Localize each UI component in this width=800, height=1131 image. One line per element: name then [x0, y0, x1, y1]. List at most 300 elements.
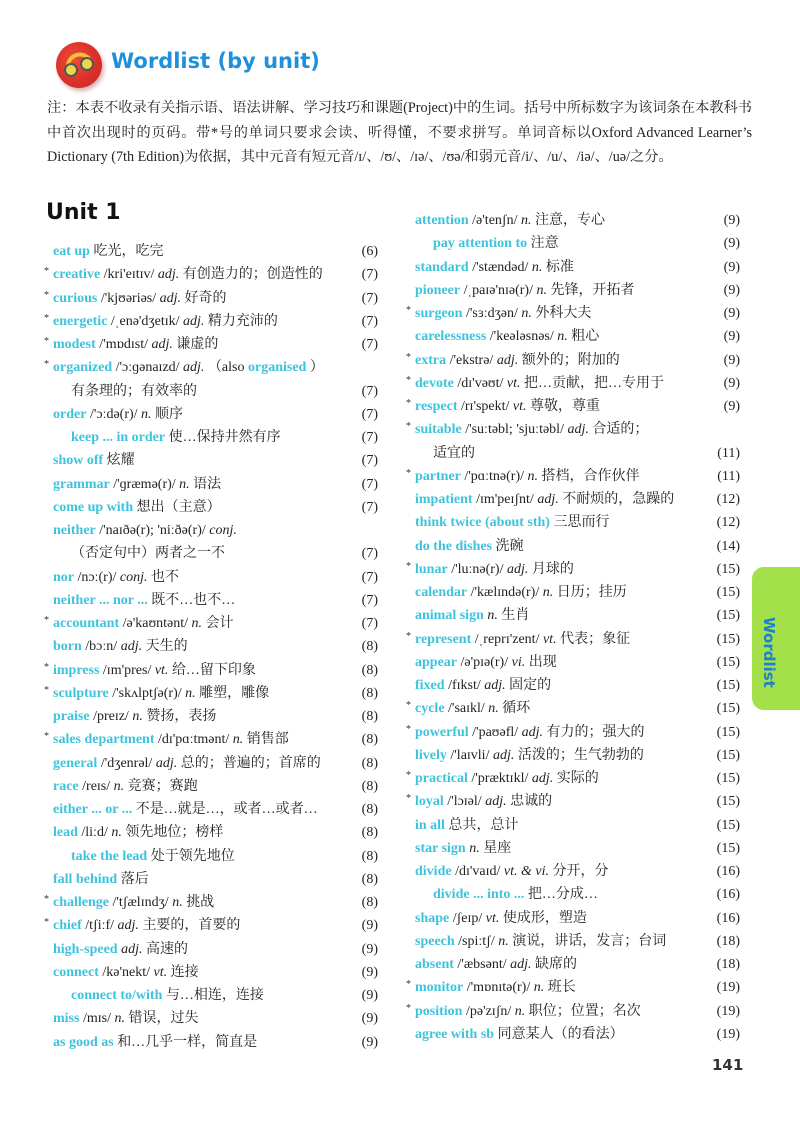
headword: keep ... in order — [71, 430, 166, 445]
part-of-speech: n. — [172, 895, 183, 910]
definition: 使成形，塑造 — [502, 910, 587, 926]
page-reference: (15) — [716, 771, 740, 786]
definition: 代表；象征 — [560, 631, 631, 647]
wordlist-entry — [44, 728, 382, 751]
entry-text — [415, 558, 574, 581]
entry-text — [415, 744, 644, 767]
headword: nor — [53, 569, 74, 585]
part-of-speech: adj. — [567, 422, 589, 438]
entry-text — [433, 883, 598, 906]
headword: either ... or ... — [53, 802, 133, 817]
phonetic: /mɪs/ — [82, 1011, 111, 1027]
wordlist-entry — [44, 775, 382, 798]
part-of-speech: n. — [527, 468, 538, 484]
part-of-speech: vt. — [485, 910, 500, 926]
part-of-speech: adj. — [496, 352, 519, 368]
page-reference: (8) — [361, 732, 378, 748]
headword: respect — [415, 399, 458, 414]
wordlist-entry — [406, 279, 744, 302]
part-of-speech: adj. — [121, 941, 143, 957]
page-reference: (9) — [361, 1034, 378, 1050]
page-reference: (7) — [361, 616, 378, 631]
wordlist-entry — [44, 938, 382, 961]
page-reference: (11) — [717, 445, 740, 461]
entry-text — [53, 310, 278, 333]
phonetic: /'keələsnəs/ — [489, 329, 554, 345]
wordlist-entry — [406, 302, 744, 325]
headword: position — [415, 1003, 463, 1019]
required-reading-star-icon: * — [406, 398, 411, 409]
page-reference: (7) — [361, 313, 378, 329]
definition: 先锋，开拓者 — [550, 282, 635, 298]
entry-text — [53, 287, 227, 310]
part-of-speech: adj. — [157, 267, 180, 283]
part-of-speech: n. — [514, 1003, 526, 1019]
phonetic: /'præktɪkl/ — [471, 771, 529, 786]
entry-text — [415, 976, 576, 999]
page-reference: (9) — [723, 375, 740, 391]
wordlist-entry — [406, 395, 744, 418]
definition: 既不…也不… — [151, 592, 236, 608]
entry-text — [53, 891, 214, 914]
definition: 粗心 — [571, 329, 600, 345]
headword: creative — [53, 267, 101, 283]
page-reference: (8) — [361, 895, 378, 910]
wordlist-entry — [406, 604, 744, 627]
phonetic: /'naɪðə(r); 'niːðə(r)/ — [99, 523, 206, 538]
page-reference: (7) — [361, 290, 378, 306]
entry-text — [415, 488, 674, 511]
entry-text — [415, 1023, 624, 1046]
wordlist-entry — [44, 287, 382, 310]
part-of-speech: adj. — [506, 561, 529, 577]
required-reading-star-icon: * — [406, 374, 411, 386]
definition: 合适的； — [592, 422, 649, 438]
required-reading-star-icon: * — [44, 312, 49, 324]
phonetic: /'mɒnɪtə(r)/ — [466, 980, 531, 996]
wordlist-entry — [44, 752, 382, 775]
wordlist-entry — [44, 635, 382, 658]
required-reading-star-icon: * — [44, 917, 49, 929]
phonetic: /ə'tenʃn/ — [472, 213, 518, 228]
definition: 和…几乎一样，简直是 — [117, 1034, 258, 1050]
page-reference: (15) — [716, 631, 740, 647]
entry-text — [415, 535, 524, 558]
wordlist-entry — [406, 697, 744, 720]
page-reference: (9) — [723, 236, 740, 252]
page-reference: (9) — [361, 918, 378, 934]
part-of-speech: n. — [114, 1011, 125, 1027]
part-of-speech: adj. — [183, 313, 205, 329]
phonetic: /ə'pɪə(r)/ — [460, 654, 509, 670]
part-of-speech: n. — [536, 282, 547, 298]
page-reference: (9) — [723, 352, 740, 368]
wordlist-entry — [406, 511, 744, 534]
part-of-speech: adj. — [531, 771, 554, 786]
entry-text — [415, 302, 591, 325]
phonetic: /'stændəd/ — [472, 259, 529, 275]
entry-text — [53, 821, 223, 844]
headword: cycle — [415, 701, 445, 717]
headword: in all — [415, 817, 445, 833]
entry-text — [433, 232, 559, 255]
phonetic: /kə'nekt/ — [102, 964, 151, 980]
wordlist-entry — [406, 907, 744, 930]
entry-text — [53, 519, 237, 542]
headword: sculpture — [53, 685, 109, 701]
wordlist-entry — [44, 403, 382, 426]
part-of-speech: adj. — [484, 678, 506, 693]
part-of-speech: n. — [232, 732, 244, 748]
wordlist-entry — [406, 465, 744, 488]
entry-text — [415, 790, 552, 813]
page-reference: (7) — [361, 499, 378, 515]
page-reference: (9) — [723, 213, 740, 228]
wordlist-entry — [406, 814, 744, 837]
required-reading-star-icon: * — [406, 351, 411, 363]
phonetic: /ˌreprɪ'zent/ — [474, 631, 540, 647]
page-reference: (7) — [361, 430, 378, 445]
definition: 精力充沛的 — [207, 313, 278, 329]
headword: energetic — [53, 313, 108, 329]
entry-text — [415, 721, 645, 744]
definition: 固定的 — [509, 678, 552, 693]
wordlist-entry — [44, 659, 382, 682]
entry-text — [415, 1000, 641, 1023]
part-of-speech: n. — [542, 585, 554, 600]
entry-text — [415, 674, 551, 697]
page-reference: (8) — [361, 685, 378, 701]
phonetic: /reɪs/ — [82, 778, 111, 794]
required-reading-star-icon: * — [406, 630, 411, 642]
headword: organized — [53, 360, 113, 376]
entry-text — [415, 349, 620, 372]
wordlist-entry — [44, 821, 382, 844]
page-reference: (9) — [723, 399, 740, 414]
wordlist-entry — [44, 566, 382, 589]
entry-text — [53, 333, 218, 356]
wordlist-entry — [406, 581, 744, 604]
definition: 标准 — [545, 259, 574, 275]
required-reading-star-icon: * — [406, 770, 411, 781]
side-tab-wordlist[interactable] — [752, 567, 800, 710]
entry-text — [433, 442, 475, 465]
headword: connect to/with — [71, 988, 163, 1003]
wordlist-entry — [406, 860, 744, 883]
wordlist-entry — [44, 240, 382, 263]
headword: show off — [53, 453, 104, 469]
phonetic: /'æbsənt/ — [457, 957, 507, 972]
alt-headword: organised — [248, 360, 307, 376]
phonetic: /dɪ'pɑːtmənt/ — [158, 732, 230, 748]
definition: 赞扬，表扬 — [146, 709, 217, 724]
page-reference: (18) — [716, 957, 740, 972]
definition: 班长 — [547, 980, 576, 996]
wordlist-entry — [406, 209, 744, 232]
note-paragraph: 注：本表不收录有关指示语、语法讲解、学习技巧和课题(Project)中的生词。括号中所标数字为该词条在本教科书中首次出现时的页码。带*号的单词只要求会读、听得懂，不要求拼写。单词音标以Oxford Advanced Learner’s Dictionary (7th Edition)为依据，其中元音有短元音/ɪ/、/ʊ/、/ɪə/、/ʊə/和弱元音/i/、/u/、/iə/、/uə/之分。 — [47, 100, 752, 165]
part-of-speech: n. — [487, 608, 498, 624]
required-reading-star-icon: * — [406, 421, 411, 433]
wordlist-entry — [406, 1023, 744, 1046]
definition: 有条理的；有效率的 — [71, 383, 197, 399]
definition: 会计 — [205, 616, 234, 631]
phonetic: /bɔːn/ — [85, 639, 118, 655]
headphones-logo-icon — [56, 42, 102, 88]
entry-text — [53, 496, 221, 519]
definition: 天生的 — [145, 639, 188, 655]
entry-text — [53, 449, 135, 472]
part-of-speech: adj. — [537, 492, 559, 507]
entry-text — [415, 767, 599, 790]
page-reference: (7) — [361, 569, 378, 585]
wordlist-entry — [406, 744, 744, 767]
definition: 竞赛；赛跑 — [127, 778, 198, 794]
entry-text — [53, 659, 256, 682]
definition: 给…留下印象 — [171, 662, 256, 678]
unit-heading: Unit 1 — [46, 200, 121, 225]
definition: 不是…就是…，或者…或者… — [135, 802, 318, 817]
page-number: 141 — [712, 1056, 744, 1074]
part-of-speech: n. — [557, 329, 568, 345]
page-reference: (15) — [716, 701, 740, 717]
page-reference: (6) — [361, 244, 378, 259]
phonetic: /'ekstrə/ — [449, 352, 494, 368]
headword: neither ... nor ... — [53, 592, 148, 608]
entry-text — [53, 705, 216, 728]
required-reading-star-icon: * — [406, 1002, 411, 1014]
headword: chief — [53, 918, 82, 934]
phonetic: /ɪm'pres/ — [102, 662, 152, 678]
entry-text — [415, 418, 648, 441]
phonetic: /kri'eɪtɪv/ — [103, 267, 155, 283]
definition: 错误，过失 — [128, 1011, 199, 1027]
definition: 主要的，首要的 — [142, 918, 241, 934]
part-of-speech: adj. — [521, 724, 544, 740]
entry-text — [53, 473, 221, 496]
part-of-speech: adj. — [155, 755, 178, 771]
definition: 语法 — [193, 476, 222, 492]
wordlist-column-left — [44, 240, 382, 1054]
page-reference: (9) — [723, 259, 740, 275]
headword: come up with — [53, 499, 134, 515]
headword: connect — [53, 964, 99, 980]
phonetic: /'mɒdɪst/ — [99, 337, 149, 352]
part-of-speech: n. — [520, 213, 532, 228]
required-reading-star-icon: * — [44, 336, 49, 347]
page-reference: (15) — [716, 840, 740, 856]
headword: praise — [53, 709, 90, 724]
entry-text — [415, 395, 600, 418]
entry-text — [415, 907, 587, 930]
entry-continuation — [44, 380, 382, 403]
phonetic: /'sɜːdʒən/ — [465, 306, 518, 321]
part-of-speech: n. — [141, 406, 152, 422]
entry-text — [71, 380, 197, 403]
required-reading-star-icon: * — [44, 894, 49, 905]
phonetic: /dɪ'vaɪd/ — [455, 864, 501, 879]
definition-tail: ） — [309, 360, 324, 376]
definition: 总的；普遍的；首席的 — [180, 755, 321, 771]
part-of-speech: adj. — [183, 360, 205, 376]
side-tab-label: Wordlist — [760, 617, 778, 688]
part-of-speech: adj. — [485, 794, 507, 810]
page-reference: (7) — [361, 453, 378, 469]
entry-text — [53, 589, 235, 612]
entry-text — [71, 845, 235, 868]
phonetic: /spiːtʃ/ — [458, 933, 495, 949]
phonetic: /'suːtəbl; 'sjuːtəbl/ — [465, 422, 564, 438]
definition: （否定句中）两者之一不 — [71, 546, 225, 562]
page-reference: (19) — [716, 1003, 740, 1019]
definition: 谦虚的 — [176, 337, 219, 352]
definition: 领先地位；榜样 — [125, 825, 224, 841]
entry-text — [53, 961, 199, 984]
required-reading-star-icon: * — [406, 467, 411, 479]
definition: 搭档，合作伙伴 — [541, 468, 640, 484]
entry-text — [53, 612, 234, 635]
entry-text — [415, 930, 666, 953]
headword: shape — [415, 910, 450, 926]
part-of-speech: adj. — [120, 639, 143, 655]
required-reading-star-icon: * — [406, 305, 411, 316]
headword: fixed — [415, 678, 445, 693]
definition: 忠诚的 — [510, 794, 553, 810]
part-of-speech: n. — [111, 825, 122, 841]
headword: take the lead — [71, 848, 148, 864]
wordlist-entry — [406, 651, 744, 674]
wordlist-entry — [406, 721, 744, 744]
wordlist-entry — [44, 263, 382, 286]
page-reference: (9) — [723, 306, 740, 321]
phonetic: /'dʒenrəl/ — [100, 755, 153, 771]
definition: 月球的 — [531, 561, 574, 577]
wordlist-entry — [44, 891, 382, 914]
wordlist-entry — [44, 496, 382, 519]
entry-text — [415, 209, 605, 232]
page-reference: (9) — [723, 282, 740, 298]
required-reading-star-icon: * — [406, 700, 411, 712]
headword: carelessness — [415, 329, 487, 345]
phonetic: /pə'zɪʃn/ — [465, 1003, 512, 1019]
wordlist-entry — [406, 325, 744, 348]
entry-text — [53, 752, 321, 775]
entry-text — [53, 566, 179, 589]
definition: 有创造力的；创造性的 — [182, 267, 323, 283]
page-reference: (16) — [716, 887, 740, 903]
wordlist-entry — [406, 674, 744, 697]
part-of-speech: vi. — [511, 654, 526, 670]
page-reference: (15) — [716, 561, 740, 577]
required-reading-star-icon: * — [44, 615, 49, 626]
part-of-speech: adj. — [117, 918, 139, 934]
part-of-speech: n. — [533, 980, 545, 996]
part-of-speech: n. — [469, 840, 480, 856]
definition: 使…保持井然有序 — [168, 430, 281, 445]
definition: 高速的 — [145, 941, 188, 957]
wordlist-entry — [406, 488, 744, 511]
page-title: Wordlist (by unit) — [111, 49, 320, 73]
phonetic: /rɪ'spekt/ — [461, 399, 510, 414]
required-reading-star-icon: * — [406, 793, 411, 805]
phonetic: /preɪz/ — [93, 709, 129, 724]
page-reference: (7) — [361, 337, 378, 352]
wordlist-entry — [44, 845, 382, 868]
definition: 雕塑，雕像 — [199, 685, 270, 701]
phonetic: /ˌenə'dʒetɪk/ — [110, 313, 180, 329]
headword: extra — [415, 352, 447, 368]
wordlist-entry — [44, 426, 382, 449]
headword: lively — [415, 747, 447, 763]
definition: 缺席的 — [535, 957, 577, 972]
required-reading-star-icon: * — [406, 723, 411, 735]
headword: lunar — [415, 561, 448, 577]
entry-text — [415, 860, 608, 883]
entry-continuation — [44, 542, 382, 565]
headword: race — [53, 778, 79, 794]
definition: 洗碗 — [495, 538, 524, 554]
entry-text — [53, 1031, 257, 1054]
part-of-speech: n. — [521, 306, 532, 321]
headword: divide ... into ... — [433, 887, 525, 903]
headword: attention — [415, 213, 469, 228]
headword: loyal — [415, 794, 444, 810]
part-of-speech: adj. — [151, 337, 173, 352]
page-reference: (7) — [361, 476, 378, 492]
definition: 吃光，吃完 — [93, 244, 164, 259]
definition: 生肖 — [501, 608, 530, 624]
wordlist-entry — [44, 519, 382, 542]
entry-continuation — [406, 442, 744, 465]
required-reading-star-icon: * — [44, 266, 49, 278]
definition: 演说，讲话，发言；台词 — [512, 933, 667, 949]
entry-text — [415, 628, 630, 651]
entry-text — [53, 263, 323, 286]
headword: impatient — [415, 492, 473, 507]
wordlist-entry — [406, 628, 744, 651]
phonetic: /nɔː(r)/ — [77, 569, 117, 585]
headword: eat up — [53, 244, 90, 259]
required-reading-star-icon: * — [44, 359, 49, 371]
headword: lead — [53, 825, 78, 841]
entry-text — [53, 356, 324, 379]
page-reference: (9) — [361, 941, 378, 957]
wordlist-entry — [406, 558, 744, 581]
part-of-speech: vt. — [154, 662, 169, 678]
phonetic: /'skʌlptʃə(r)/ — [112, 685, 182, 701]
entry-text — [415, 697, 530, 720]
headword: accountant — [53, 616, 120, 631]
headword: powerful — [415, 724, 469, 740]
phonetic: /'lɔɪəl/ — [447, 794, 482, 810]
entry-text — [415, 256, 574, 279]
wordlist-entry — [44, 961, 382, 984]
wordlist-entry — [406, 372, 744, 395]
page-reference: (15) — [716, 724, 740, 740]
page-reference: (7) — [361, 406, 378, 422]
phonetic: /'kjʊəriəs/ — [100, 290, 157, 306]
wordlist-entry — [44, 798, 382, 821]
page-reference: (15) — [716, 608, 740, 624]
definition: 与…相连，连接 — [165, 988, 264, 1003]
headword: pay attention to — [433, 236, 528, 252]
wordlist-entry — [44, 1031, 382, 1054]
headword: absent — [415, 957, 454, 972]
page-reference: (18) — [716, 933, 740, 949]
entry-text — [415, 953, 577, 976]
wordlist-entry — [406, 767, 744, 790]
page-reference: (8) — [361, 871, 378, 887]
wordlist-entry — [44, 356, 382, 379]
